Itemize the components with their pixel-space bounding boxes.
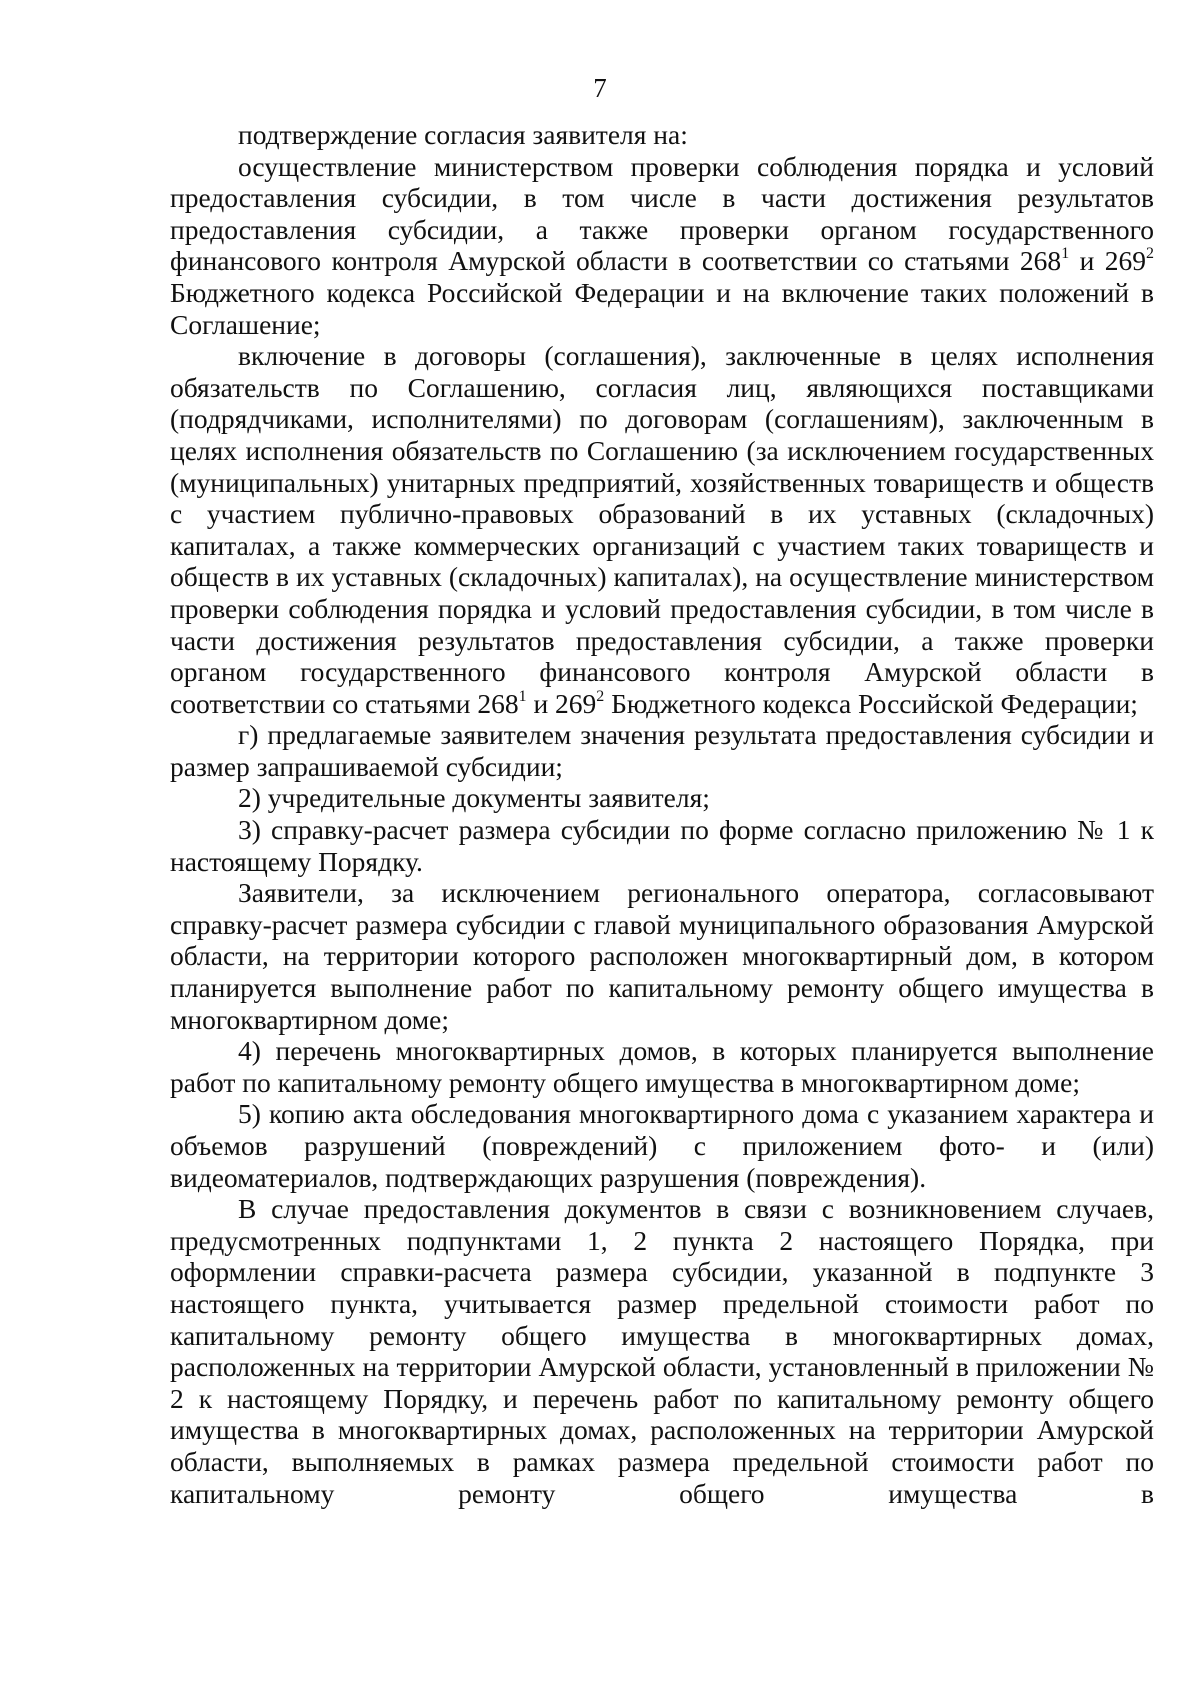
paragraph-cost-limit: В случае предоставления документов в связи с возникновением случаев, предусмотренных подпунктами 1, 2 пункта 2 настоящего Порядка, при оформлении справки-расчета размера субсидии, указанной в подпункте 3 настоящего пункта, учитывается размер предельной стоимости работ по капитальному ремонту общего имущества в многоквартирных домах, расположенных на территории Амурской области, установленный в приложении № 2 к настоящему Порядку, и перечень работ по капитальному ремонту общего имущества в многоквартирных домах, расположенных на территории Амурской области, выполняемых в рамках размера предельной стоимости работ по капитальному ремонту общего имущества в (170, 1193, 1154, 1509)
paragraph-item-2: 2) учредительные документы заявителя; (238, 782, 710, 814)
paragraph-item-g: г) предлагаемые заявителем значения результата предоставления субсидии и размер запрашиваемой субсидии; (170, 719, 1154, 782)
paragraph-consent-intro: подтверждение согласия заявителя на: (238, 119, 688, 150)
paragraph-item-4: 4) перечень многоквартирных домов, в которых планируется выполнение работ по капитальному ремонту общего имущества в многоквартирном доме; (170, 1035, 1154, 1098)
paragraph-contracts-inclusion: включение в договоры (соглашения), заключенные в целях исполнения обязательств по Соглашению, согласия лиц, являющихся поставщиками (подрядчиками, исполнителями) по договорам (соглашениям), заключенным в целях исполнения обязательств по Соглашению (за исключением государственных (муниципальных) унитарных предприятий, хозяйственных товариществ и обществ с участием публично-правовых образований в их уставных (складочных) капиталах, а также коммерческих организаций с участием таких товариществ и обществ в их уставных (складочных) капиталах), на осуществление министерством проверки соблюдения порядка и условий предоставления субсидии, в том числе в части достижения результатов предоставления субсидии, а также проверки органом государственного финансового контроля Амурской области в соответствии со статьями $268^1$ и $269^2$ Бюджетного кодекса Российской Федерации; (170, 340, 1154, 719)
paragraph-ministry-inspection: осуществление министерством проверки соблюдения порядка и условий предоставления субсидии, в том числе в части достижения результатов предоставления субсидии, а также проверки органом государственного финансового контроля Амурской области в соответствии со статьями $268^1$ и $269^2$ Бюджетного кодекса Российской Федерации и на включение таких положений в Соглашение; (170, 150, 1154, 340)
paragraph-item-5: 5) копию акта обследования многоквартирного дома с указанием характера и объемов разрушений (повреждений) с приложением фото- и (или) видеоматериалов, подтверждающих разрушения (повреждения). (170, 1098, 1154, 1193)
paragraph-item-3: 3) справку-расчет размера субсидии по форме согласно приложению № 1 к настоящему Порядку. (170, 814, 1154, 877)
paragraph-applicants: Заявители, за исключением регионального оператора, согласовывают справку-расчет размера субсидии с главой муниципального образования Амурской области, на территории которого расположен многоквартирный дом, в котором планируется выполнение работ по капитальному ремонту общего имущества в многоквартирном доме; (170, 877, 1154, 1035)
page-number: 7 (593, 73, 607, 103)
document-body (170, 119, 1154, 1509)
